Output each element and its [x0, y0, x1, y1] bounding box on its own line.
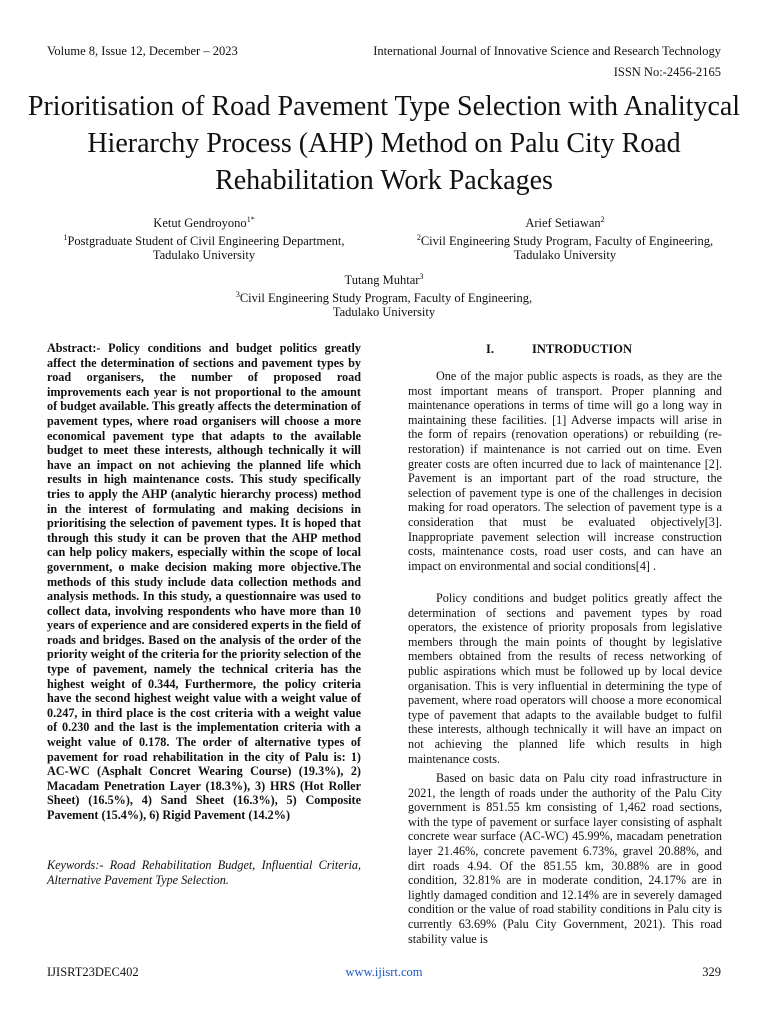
section-title: INTRODUCTION — [532, 342, 633, 356]
author-sup: 1* — [246, 215, 255, 224]
affiliation-line: Tadulako University — [152, 248, 256, 263]
author-block-3 — [184, 270, 584, 320]
volume-info: Volume 8, Issue 12, December – 2023 — [47, 44, 238, 58]
author-sup: 2 — [600, 215, 605, 224]
affiliation-line: Civil Engineering Study Program, Faculty of Engineering, — [239, 290, 533, 305]
author-block-1 — [47, 213, 361, 263]
author-name: Ketut Gendroyono — [153, 216, 247, 231]
author-name: Tutang Muhtar — [344, 273, 420, 288]
journal-name: International Journal of Innovative Science and Research Technology — [373, 44, 721, 58]
keywords: Keywords:- Road Rehabilitation Budget, Influential Criteria, Alternative Pavement Type Selection. — [47, 858, 361, 887]
section-number: I. — [486, 342, 494, 356]
affiliation-line: Postgraduate Student of Civil Engineering Department, — [67, 233, 345, 248]
author-sup: 3 — [419, 272, 424, 281]
paper-title: Prioritisation of Road Pavement Type Selection with Analitycal Hierarchy Process (AHP) Method on Palu City Road Rehabilitation Work Packages — [27, 91, 741, 196]
intro-paragraph-2: Policy conditions and budget politics greatly affect the determination of sections and pavement types by road operators, the existence of priority proposals from legislative members through the main points of thought by legislative members obtained from the results of recess networking of public aspirations which must be followed up by local device organisation. This is very influential in determining the type of pavement, where road operators will choose a more economical type of pavement that adapts to the available budget to fulfil these interests, although technically it will have an impact on not achieving the planned life which results in high maintenance costs. — [408, 591, 722, 766]
affiliation-sup: 2 — [416, 232, 421, 242]
affiliation-sup: 3 — [235, 289, 240, 299]
affiliation-line: Civil Engineering Study Program, Faculty of Engineering, — [420, 233, 714, 248]
affiliation-line: Tadulako University — [513, 248, 617, 263]
affiliation-line: Tadulako University — [332, 305, 436, 320]
intro-paragraph-3: Based on basic data on Palu city road infrastructure in 2021, the length of roads under the authority of the Palu City government is 851.55 km consisting of 1,462 road sections, with the type of pavement or surface layer consisting of asphalt concrete wear surface (AC-WC) 45.99%, macadam penetration layer 21.46%, concrete pavement 6.73%, gravel 20.88%, and dirt roads 4.94. Of the 851.55 km, 30.88% are in good condition, 32.81% are in moderate condition, 24.17% are in lightly damaged condition and 12.14% are in severely damaged condition or the value of road stability conditions in Palu city is currently 63.69% (Palu City Government, 2021). This road stability value is — [408, 771, 722, 946]
author-name: Arief Setiawan — [525, 216, 601, 231]
paper-code: IJISRT23DEC402 — [47, 965, 139, 979]
author-block-2 — [408, 213, 722, 263]
affiliation-sup: 1 — [63, 232, 68, 242]
journal-link[interactable]: www.ijisrt.com — [345, 965, 423, 979]
intro-paragraph-1: One of the major public aspects is roads, as they are the most important means of transport. Proper planning and maintenance operations in terms of time will go a long way in maintaining these facilities. [1] Adverse impacts will arise in the form of repairs (renovation operations) or rebuilding (re- restoration) if maintenance is not carried out on time. Even greater costs are often incurred due to lack of maintenance [2]. Pavement is an important part of the road structure, the selection of pavement type is one of the challenges in decision making for road operators. The selection of pavement type is a consideration that must be evaluated objectively[3]. Inappropriate pavement selection will increase construction costs, maintenance costs, road user costs, and can have an impact on environmental and social conditions[4] . — [408, 369, 722, 573]
page-number: 329 — [702, 965, 721, 979]
abstract: Abstract:- Policy conditions and budget politics greatly affect the determination of sections and pavement types by road organisers, the number of proposed road improvements each year is not proportional to the amount of budget available. This greatly affects the determination of pavement types, where road organisers will choose a more economical pavement type that adapts to the available budget to meet these interests, although technically it will have an impact on not achieving the planned life which results in high maintenance costs. This study specifically tries to apply the AHP (analytic hierarchy process) method in the interest of formulating and making decisions in prioritising the selection of pavement types. It is hoped that through this study it can be proven that the AHP method can help policy makers, especially within the scope of local government, o make decision making more objective.The methods of this study include data collection methods and analysis methods. In this study, a questionnaire was used to collect data, involving respondents who have more than 10 years of experience and are considered experts in the field of roads and bridges. Based on the analysis of the order of the priority weight of the criteria for the priority selection of the type of pavement, namely the technical criteria has the highest weight of 0.344, Furthermore, the policy criteria have the second highest weight value with a weight value of 0.247, in third place is the cost criteria with a weight value of 0.230 and the last is the implementation criteria with a weight value of 0.178. The order of alternative types of pavement for road rehabilitation in the city of Palu is: 1) AC-WC (Asphalt Concret Wearing Course) (19.3%), 2) Macadam Penetration Layer (18.3%), 3) HRS (Hot Roller Sheet) (16.5%), 4) Sand Sheet (16.3%), 5) Composite Pavement (15.4%), 6) Rigid Pavement (14.2%) — [47, 341, 361, 822]
issn: ISSN No:-2456-2165 — [613, 65, 721, 79]
